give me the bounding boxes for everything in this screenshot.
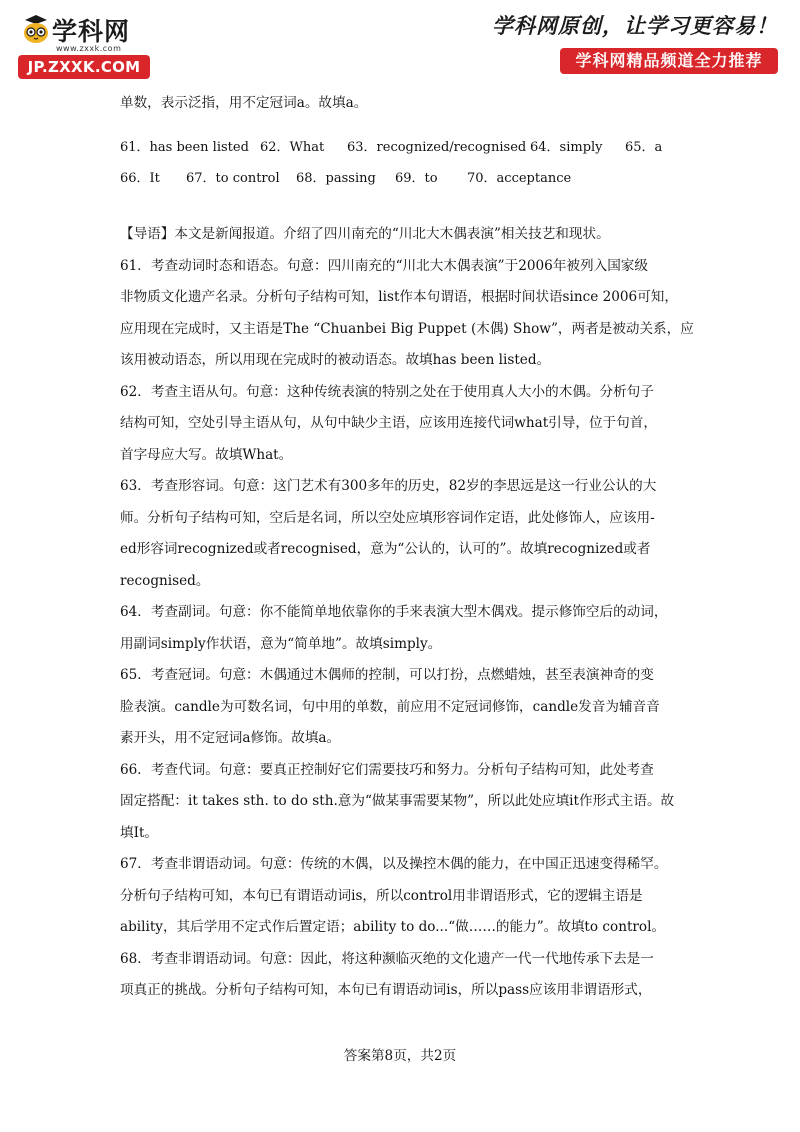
answer-item: 64．simply [530,140,603,155]
explanation-63 [120,471,680,597]
answer-key [120,132,680,194]
logo-badge: JP.ZXXK.COM [18,55,150,79]
explanation-67 [120,849,680,944]
text-line: 【导语】本文是新闻报道。介绍了四川南充的“川北大木偶表演”相关技艺和现状。 [120,226,610,242]
text-line: 结构可知，空处引导主语从句，从句中缺少主语，应该用连接代词what引导，位于句首， [120,415,657,431]
answer-item: 63．recognized/recognised [347,140,527,155]
text-line: 62．考查主语从句。句意：这种传统表演的特别之处在于使用真人大小的木偶。分析句子 [120,383,654,400]
text-line: 固定搭配：it takes sth. to do sth.意为“做某事需要某物”，所以此处应填it作形式主语。故 [120,793,675,809]
explanation-61 [120,251,694,377]
explanation-66 [120,755,680,850]
explanation-65 [120,660,680,755]
intro-paragraph [120,219,680,251]
text-line: 63．考查形容词。句意：这门艺术有300多年的历史，82岁的李思远是这一行业公认的大 [120,478,657,494]
zxxk-logo[interactable] [18,10,158,80]
text-line: 应用现在完成时，又主语是The “Chuanbei Big Puppet (木偶) Show”，两者是被动关系，应 [120,320,694,337]
text-line: recognised。 [120,572,210,589]
answer-row-2 [120,163,680,194]
text-line: 首字母应大写。故填What。 [120,446,293,463]
answer-item: 66．It [120,171,160,186]
text-line: 非物质文化遗产名录。分析句子结构可知，list作本句谓语，根据时间状语since 2006可知， [120,289,678,305]
text-line: 用副词simply作状语，意为“简单地”。故填simply。 [120,635,442,652]
page-footer: 答案第8页，共2页 [343,1048,457,1064]
page-header [0,0,800,80]
text-line: ability，其后学用不定式作后置定语；ability to do...“做……的能力”。故填to control。 [120,919,666,935]
text-line: 脸表演。candle为可数名词，句中用的单数，前应用不定冠词修饰，candle发音为辅音音 [120,698,660,715]
carryover-line: 单数，表示泛指，用不定冠词a。故填a。 [120,95,368,111]
explanations [120,219,694,1007]
explanation-64 [120,597,680,660]
answer-row-1 [120,132,680,163]
logo-text: 学科网 [52,17,131,46]
text-line: 64．考查副词。句意：你不能简单地依靠你的手来表演大型木偶戏。提示修饰空后的动词， [120,604,668,620]
text-line: 素开头，用不定冠词a修饰。故填a。 [120,730,341,746]
explanation-68 [120,944,680,1007]
answer-item: 68．passing [296,171,376,186]
text-line: 67．考查非谓语动词。句意：传统的木偶，以及操控木偶的能力，在中国正迅速变得稀罕。 [120,856,668,872]
text-line: 项真正的挑战。分析句子结构可知，本句已有谓语动词is，所以pass应该用非谓语形式， [120,982,652,998]
answer-item: 65．a [625,140,663,155]
text-line: 填It。 [120,824,159,841]
text-line: 师。分析句子结构可知，空后是名词，所以空处应填形容词作定语，此处修饰人，应该用- [120,509,655,526]
text-line: 66．考查代词。句意：要真正控制好它们需要技巧和努力。分析句子结构可知，此处考查 [120,761,654,778]
text-line: 68．考查非谓语动词。句意：因此，将这种濒临灭绝的文化遗产一代一代地传承下去是一 [120,950,654,967]
owl-mascot-icon [22,14,50,44]
answer-item: 62．What [260,140,325,155]
text-line: 该用被动语态，所以用现在完成时的被动语态。故填has been listed。 [120,352,551,368]
text-line: 65．考查冠词。句意：木偶通过木偶师的控制，可以打扮，点燃蜡烛，甚至表演神奇的变 [120,667,654,683]
text-line: 61．考查动词时态和语态。句意：四川南充的“川北大木偶表演”于2006年被列入国家级 [120,257,648,274]
explanation-62 [120,377,680,472]
channel-badge: 学科网精品频道全力推荐 [560,48,778,74]
answer-item: 61．has been listed [120,140,249,155]
answer-item: 70．acceptance [467,171,572,186]
answer-content [120,92,694,1007]
header-slogan: 学科网原创，让学习更容易！ [492,13,778,38]
answer-item: 69．to [395,171,438,186]
text-line: ed形容词recognized或者recognised，意为“公认的，认可的”。故填recognized或者 [120,541,651,557]
text-line: 分析句子结构可知，本句已有谓语动词is，所以control用非谓语形式，它的逻辑主语是 [120,887,643,904]
logo-url: www.zxxk.com [56,44,122,53]
answer-item: 67．to control [186,171,280,186]
